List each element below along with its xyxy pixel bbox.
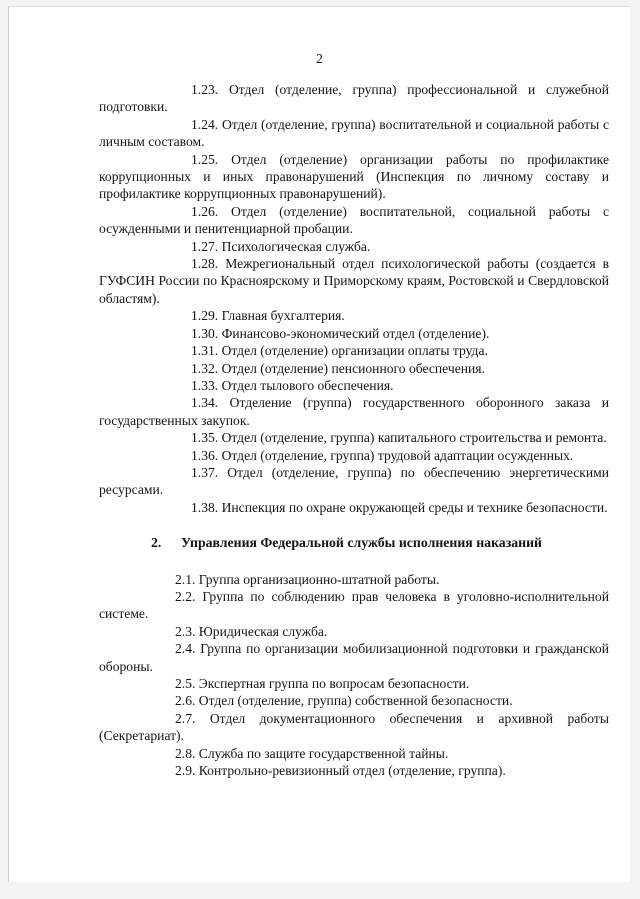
- item-number: 1.33.: [191, 377, 219, 393]
- item-number: 2.9.: [175, 763, 196, 779]
- item-text: Группа по организации мобилизационной подготовки и гражданской обороны.: [99, 641, 609, 674]
- item-number: 1.35.: [191, 430, 219, 446]
- item-text: Отдел (отделение) организации оплаты труда.: [221, 343, 488, 359]
- item-number: 1.26.: [191, 203, 219, 219]
- list-item: [99, 464, 609, 499]
- item-text: Группа организационно-штатной работы.: [198, 571, 440, 587]
- list-item: [99, 762, 609, 779]
- item-text: Служба по защите государственной тайны.: [198, 745, 449, 761]
- section-number: 2.: [151, 535, 162, 551]
- item-text: Группа по соблюдению прав человека в уголовно-исполнительной системе.: [99, 588, 609, 622]
- item-text: Юридическая служба.: [198, 623, 328, 639]
- list-item: [99, 447, 609, 464]
- item-text: Отделение (группа) государственного оборонного заказа и государственных закупок.: [99, 395, 609, 428]
- item-number: 1.30.: [191, 325, 219, 341]
- item-text: Отдел (отделение) воспитательной, социальной работы с осужденными и пенитенциарной пробации.: [99, 203, 609, 237]
- item-text: Отдел (отделение, группа) собственной безопасности.: [198, 693, 513, 709]
- item-number: 2.2.: [175, 588, 196, 604]
- list-item: [99, 203, 609, 238]
- item-text: Межрегиональный отдел психологической работы (создается в ГУФСИН России по Красноярскому и Приморскому краям, Ростовской и Свердловской областям).: [99, 256, 609, 306]
- item-number: 1.36.: [191, 447, 219, 463]
- item-text: Отдел тылового обеспечения.: [221, 377, 394, 393]
- list-item: [99, 81, 609, 116]
- list-item: [99, 692, 609, 709]
- item-number: 1.38.: [191, 499, 219, 515]
- section-2-list: [99, 571, 609, 780]
- document-body: [99, 81, 609, 779]
- item-number: 1.27.: [191, 238, 219, 254]
- list-item: [99, 394, 609, 429]
- list-item: [99, 588, 609, 623]
- list-item: [99, 151, 609, 203]
- list-item: [99, 571, 609, 588]
- item-text: Отдел (отделение, группа) профессиональной и служебной подготовки.: [99, 82, 609, 115]
- section-title: Управления Федеральной службы исполнения наказаний: [181, 535, 542, 551]
- list-item: [99, 429, 609, 446]
- list-item: [99, 238, 609, 255]
- list-item: [99, 710, 609, 745]
- item-text: Главная бухгалтерия.: [221, 308, 345, 324]
- list-item: [99, 307, 609, 324]
- item-text: Психологическая служба.: [221, 238, 371, 254]
- item-number: 1.34.: [191, 395, 219, 411]
- list-item: [99, 116, 609, 151]
- item-number: 2.7.: [175, 710, 196, 726]
- item-number: 1.24.: [191, 116, 219, 132]
- item-number: 2.4.: [175, 641, 196, 657]
- item-text: Экспертная группа по вопросам безопасности.: [198, 676, 470, 691]
- item-text: Отдел (отделение) пенсионного обеспечения.: [221, 360, 485, 376]
- section-1-list: [99, 81, 609, 516]
- list-item: [99, 360, 609, 377]
- list-item: [99, 377, 609, 394]
- item-number: 2.1.: [175, 571, 196, 587]
- item-text: Отдел (отделение, группа) трудовой адаптации осужденных.: [221, 447, 574, 463]
- page-number: 2: [316, 51, 323, 66]
- item-number: 1.23.: [191, 82, 219, 97]
- section-2-heading: [99, 534, 609, 551]
- list-item: [99, 623, 609, 640]
- item-number: 2.3.: [175, 623, 196, 639]
- document-page: [8, 6, 630, 882]
- item-number: 1.28.: [191, 256, 219, 272]
- item-number: 1.32.: [191, 360, 219, 376]
- item-text: Контрольно-ревизионный отдел (отделение, группа).: [198, 763, 506, 779]
- item-number: 1.37.: [191, 464, 219, 480]
- item-number: 1.29.: [191, 308, 219, 324]
- list-item: [99, 255, 609, 307]
- list-item: [99, 675, 609, 692]
- list-item: [99, 342, 609, 359]
- list-item: [99, 745, 609, 762]
- list-item: [99, 640, 609, 675]
- item-number: 2.5.: [175, 676, 196, 691]
- item-text: Отдел (отделение, группа) воспитательной и социальной работы с личным составом.: [99, 116, 609, 150]
- item-number: 2.6.: [175, 693, 196, 709]
- item-text: Финансово-экономический отдел (отделение).: [221, 325, 490, 341]
- list-item: [99, 499, 609, 516]
- list-item: [99, 325, 609, 342]
- item-text: Отдел (отделение, группа) капитального строительства и ремонта.: [221, 430, 607, 446]
- item-text: Инспекция по охране окружающей среды и технике безопасности.: [221, 499, 608, 515]
- item-text: Отдел (отделение) организации работы по профилактике коррупционных и иных правонарушений (Инспекция по личному составу и профилактике коррупционных правонарушений).: [99, 151, 609, 202]
- item-number: 1.25.: [191, 151, 219, 167]
- item-text: Отдел документационного обеспечения и архивной работы (Секретариат).: [99, 710, 609, 744]
- item-number: 2.8.: [175, 745, 196, 761]
- item-number: 1.31.: [191, 343, 219, 359]
- item-text: Отдел (отделение, группа) по обеспечению энергетическими ресурсами.: [99, 464, 609, 498]
